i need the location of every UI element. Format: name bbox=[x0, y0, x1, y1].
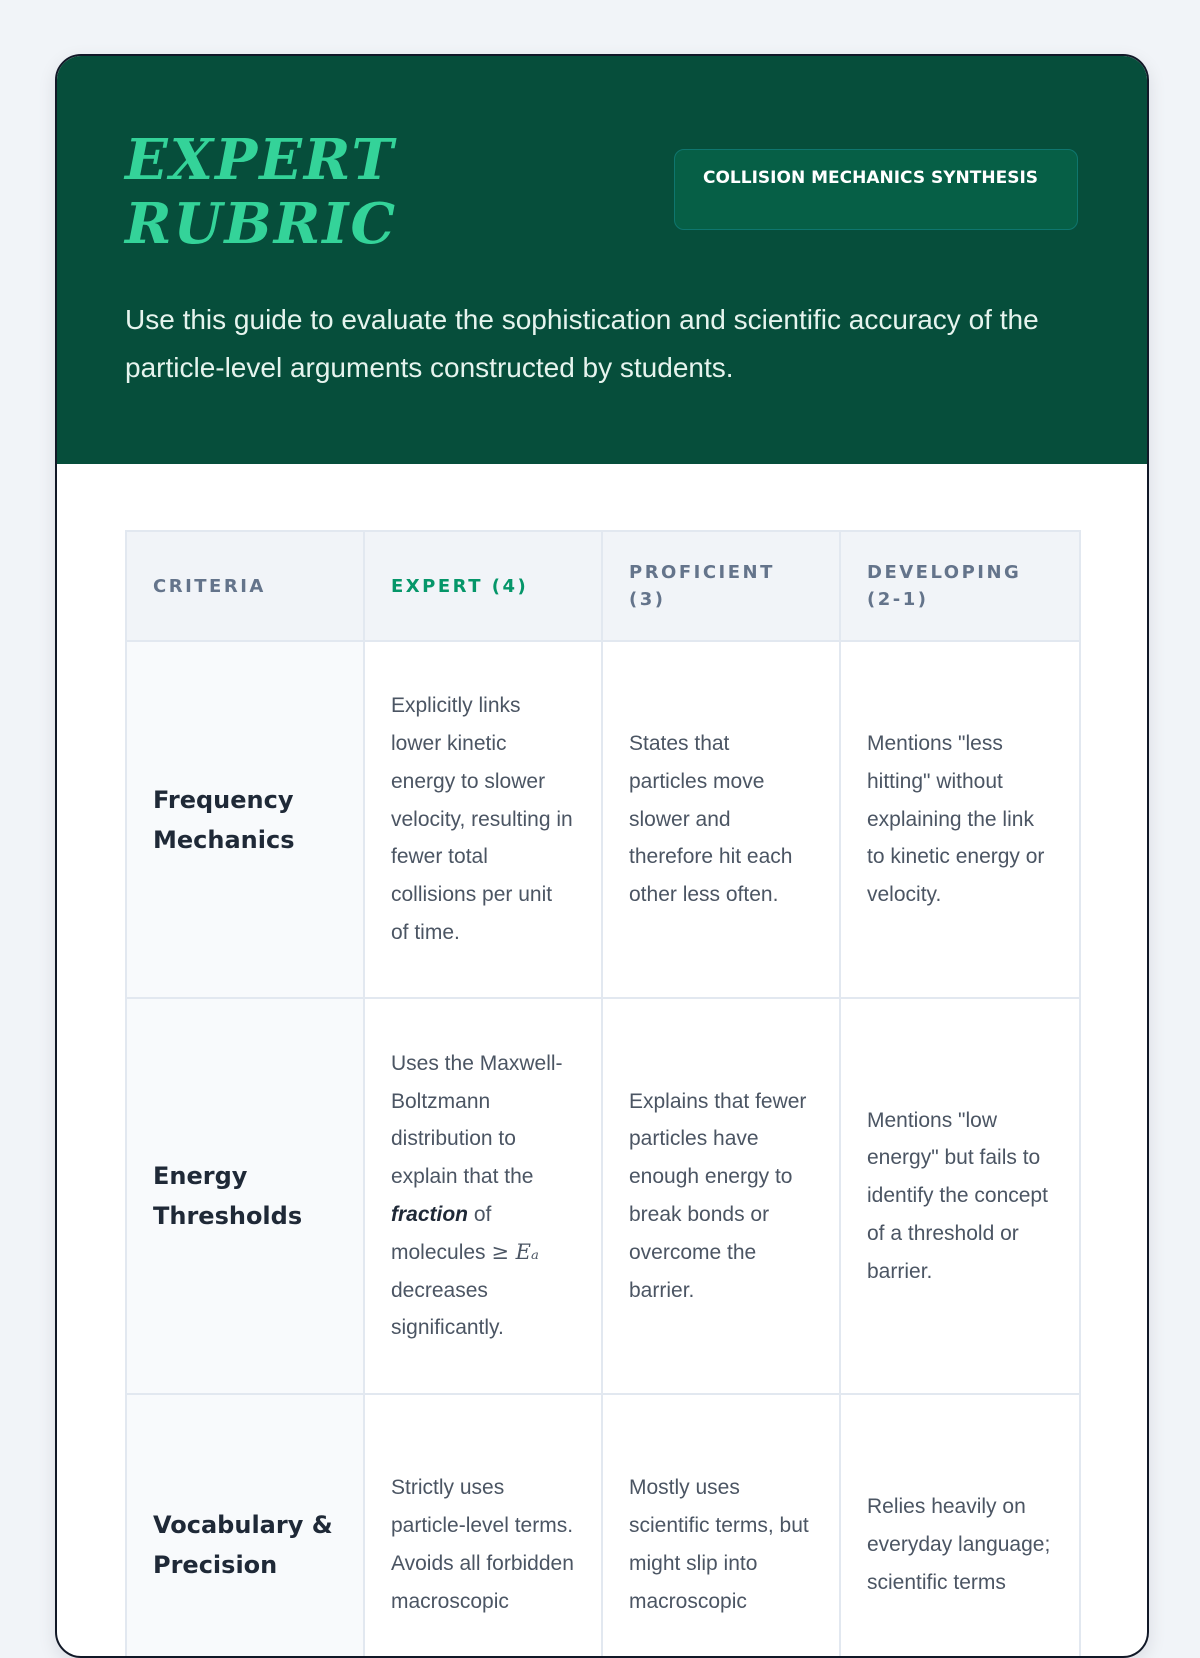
page-title: EXPERT RUBRIC bbox=[125, 127, 398, 257]
rubric-description: Use this guide to evaluate the sophistication and scientific accuracy of the particle-level arguments constructed by students. bbox=[125, 304, 1039, 383]
column-header-developing: DEVELOPING (2-1) bbox=[840, 531, 1080, 641]
rubric-card bbox=[55, 54, 1149, 1658]
table-row bbox=[126, 641, 1080, 998]
emphasis-fraction: fraction bbox=[391, 1203, 469, 1226]
expert-text-end: decreases significantly. bbox=[391, 1278, 504, 1340]
criterion-cell: Frequency Mechanics bbox=[126, 641, 364, 998]
developing-cell: Mentions "less hitting" without explaining the link to kinetic energy or velocity. bbox=[840, 641, 1080, 998]
proficient-cell: Mostly uses scientific terms, but might slip into macroscopic bbox=[602, 1394, 840, 1658]
developing-cell: Mentions "low energy" but fails to identify the concept of a threshold or barrier. bbox=[840, 998, 1080, 1394]
proficient-cell: Explains that fewer particles have enough energy to break bonds or overcome the barrier. bbox=[602, 998, 840, 1394]
expert-cell bbox=[364, 998, 602, 1394]
column-header-expert: EXPERT (4) bbox=[364, 531, 602, 641]
rubric-table bbox=[125, 530, 1081, 1658]
proficient-cell: States that particles move slower and therefore hit each other less often. bbox=[602, 641, 840, 998]
table-row bbox=[126, 1394, 1080, 1658]
developing-cell: Relies heavily on everyday language; scientific terms bbox=[840, 1394, 1080, 1658]
column-header-proficient: PROFICIENT (3) bbox=[602, 531, 840, 641]
table-row bbox=[126, 998, 1080, 1394]
criterion-cell: Vocabulary & Precision bbox=[126, 1394, 364, 1658]
rubric-header bbox=[57, 56, 1147, 464]
column-header-criteria: CRITERIA bbox=[126, 531, 364, 641]
expert-cell: Explicitly links lower kinetic energy to slower velocity, resulting in fewer total collisions per unit of time. bbox=[364, 641, 602, 998]
criterion-cell: Energy Thresholds bbox=[126, 998, 364, 1394]
expert-text-start: Uses the Maxwell-Boltzmann distribution to explain that the bbox=[391, 1051, 563, 1189]
expert-cell: Strictly uses particle-level terms. Avoids all forbidden macroscopic bbox=[364, 1394, 602, 1658]
topic-badge: COLLISION MECHANICS SYNTHESIS bbox=[674, 149, 1078, 230]
activation-energy-formula: ≥ Eₐ bbox=[491, 1239, 539, 1264]
expert-text-middle: of molecules bbox=[391, 1203, 492, 1264]
table-header-row bbox=[126, 531, 1080, 641]
